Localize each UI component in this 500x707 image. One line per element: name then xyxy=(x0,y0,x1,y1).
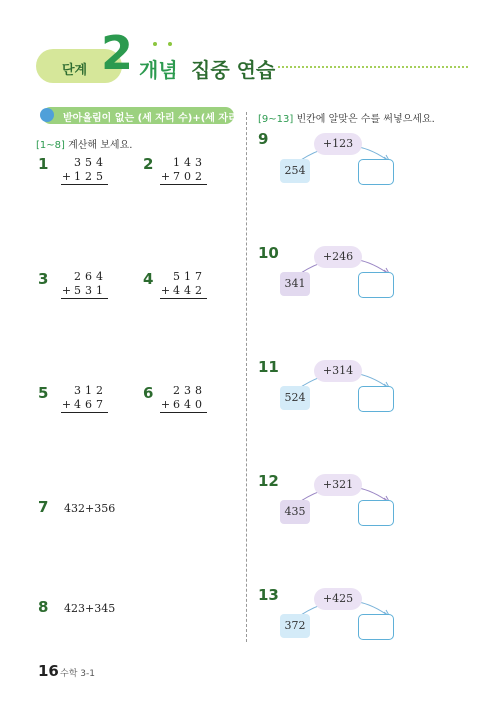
title-dot xyxy=(168,42,172,46)
sum-line xyxy=(160,184,207,185)
start-value-box: 341 xyxy=(280,272,310,296)
sum-line xyxy=(61,184,108,185)
answer-box[interactable] xyxy=(358,386,394,412)
footer-subject: 수학 3-1 xyxy=(60,669,95,679)
addition-expression: 432+356 xyxy=(64,502,116,515)
problem-number: 11 xyxy=(258,358,279,376)
stage-number: 2 xyxy=(101,26,134,80)
problem-number: 9 xyxy=(258,130,269,148)
left-instruction-range: [1~8] xyxy=(36,140,65,151)
operation-oval: +321 xyxy=(314,474,362,496)
answer-box[interactable] xyxy=(358,272,394,298)
start-value-box: 435 xyxy=(280,500,310,524)
operation-oval: +123 xyxy=(314,133,362,155)
left-instruction-text: 계산해 보세요. xyxy=(68,140,133,151)
problem-number: 13 xyxy=(258,586,279,604)
problem-number: 2 xyxy=(143,155,154,173)
addition-expression: 423+345 xyxy=(64,602,116,615)
problem-number: 1 xyxy=(38,155,49,173)
right-instruction-range: [9~13] xyxy=(258,114,294,125)
problem-number: 8 xyxy=(38,598,49,616)
page-title-part1: 개념 xyxy=(139,58,178,82)
vertical-addition: 2 6 4 + 5 3 1 xyxy=(61,270,108,299)
operation-oval: +246 xyxy=(314,246,362,268)
operation-oval: +314 xyxy=(314,360,362,382)
problem-number: 5 xyxy=(38,384,49,402)
stage-label: 단계 xyxy=(62,63,88,78)
problem-number: 7 xyxy=(38,498,49,516)
sum-line xyxy=(160,298,207,299)
title-dot xyxy=(153,42,157,46)
topic-text: 받아올림이 없는 (세 자리 수)+(세 자리 수) xyxy=(63,113,256,124)
right-instruction-text: 빈칸에 알맞은 수를 써넣으세요. xyxy=(296,114,435,125)
page-number: 16 xyxy=(38,662,59,680)
start-value-box: 254 xyxy=(280,159,310,183)
problem-number: 10 xyxy=(258,244,279,262)
page-title-part2: 집중 연습 xyxy=(191,58,276,82)
title-dotted-rule xyxy=(278,66,468,68)
vertical-addition: 3 5 4 + 1 2 5 xyxy=(61,156,108,185)
sum-line xyxy=(160,412,207,413)
topic-bullet-icon xyxy=(40,108,54,122)
vertical-addition: 5 1 7 + 4 4 2 xyxy=(160,270,207,299)
problem-number: 4 xyxy=(143,270,154,288)
vertical-addition: 2 3 8 + 6 4 0 xyxy=(160,384,207,413)
vertical-addition: 3 1 2 + 4 6 7 xyxy=(61,384,108,413)
sum-line xyxy=(61,412,108,413)
problem-number: 3 xyxy=(38,270,49,288)
vertical-addition: 1 4 3 + 7 0 2 xyxy=(160,156,207,185)
start-value-box: 524 xyxy=(280,386,310,410)
problem-number: 6 xyxy=(143,384,154,402)
left-instruction xyxy=(36,136,132,151)
operation-oval: +425 xyxy=(314,588,362,610)
answer-box[interactable] xyxy=(358,614,394,640)
column-divider xyxy=(246,112,247,642)
sum-line xyxy=(61,298,108,299)
problem-number: 12 xyxy=(258,472,279,490)
answer-box[interactable] xyxy=(358,159,394,185)
start-value-box: 372 xyxy=(280,614,310,638)
answer-box[interactable] xyxy=(358,500,394,526)
right-instruction xyxy=(258,110,435,125)
